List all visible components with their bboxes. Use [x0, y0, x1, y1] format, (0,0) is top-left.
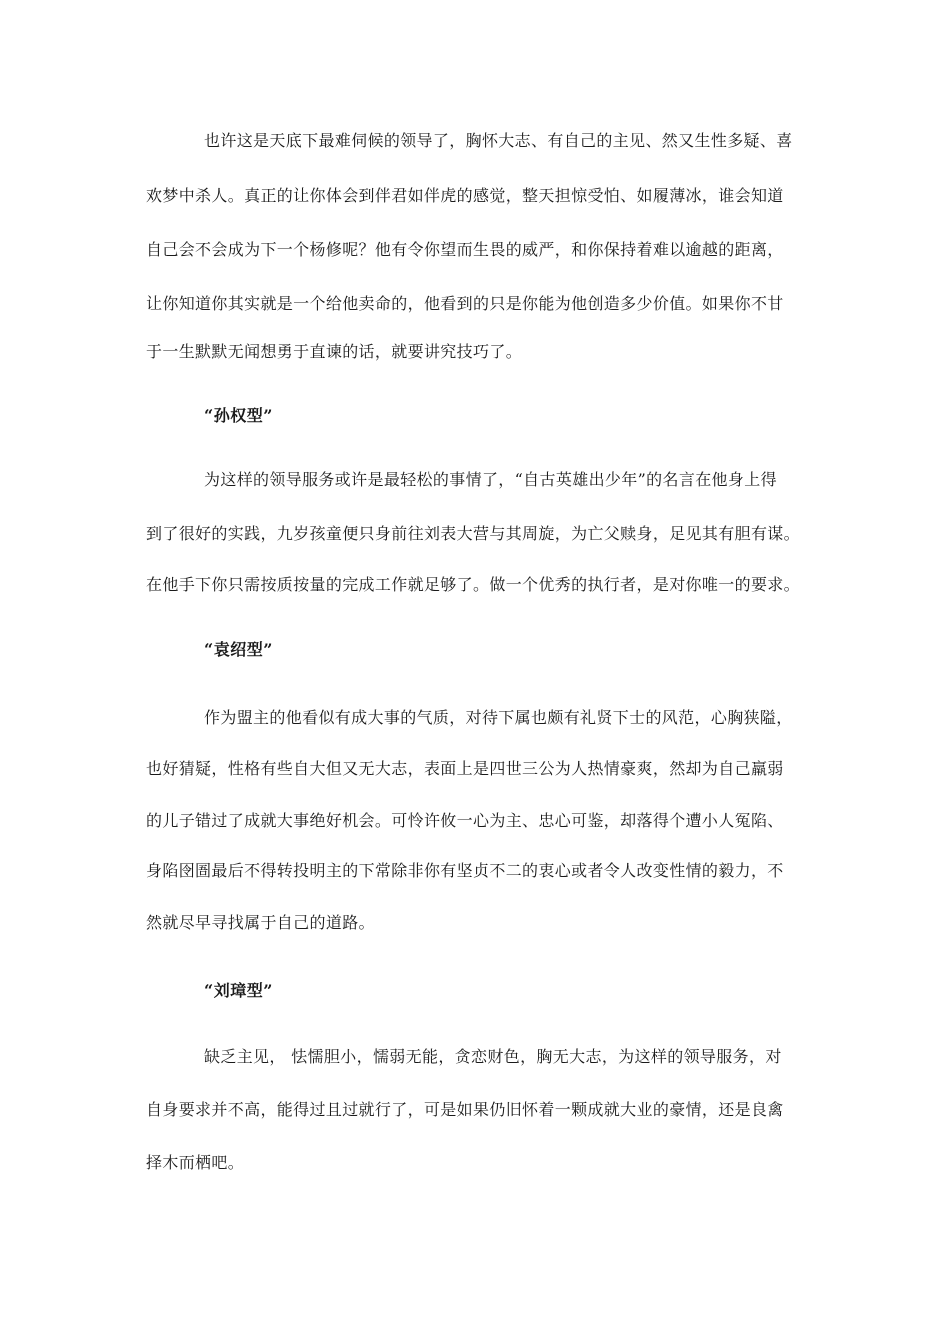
- liuzhang-line-3: 择木而栖吧。: [146, 1153, 245, 1172]
- yuanshao-line-1: 作为盟主的他看似有成大事的气质，对待下属也颇有礼贤下士的风范，心胸狭隘，: [204, 708, 793, 727]
- sunquan-line-3: 在他手下你只需按质按量的完成工作就足够了。做一个优秀的执行者，是对你唯一的要求。: [146, 575, 801, 594]
- intro-line-2: 欢梦中杀人。真正的让你体会到伴君如伴虎的感觉，整天担惊受怕、如履薄冰，谁会知道: [146, 186, 784, 205]
- liuzhang-line-1: 缺乏主见， 怯懦胆小，懦弱无能，贪恋财色，胸无大志，为这样的领导服务，对: [204, 1047, 782, 1066]
- yuanshao-line-3: 的儿子错过了成就大事绝好机会。可怜许攸一心为主、忠心可鉴，却落得个遭小人冤陷、: [146, 811, 784, 830]
- sunquan-line-1: 为这样的领导服务或许是最轻松的事情了，“自古英雄出少年”的名言在他身上得: [204, 470, 777, 489]
- intro-line-1: 也许这是天底下最难伺候的领导了，胸怀大志、有自己的主见、然又生性多疑、喜: [204, 131, 793, 150]
- section-heading-sunquan: “孙权型”: [204, 406, 273, 425]
- yuanshao-line-2: 也好猜疑，性格有些自大但又无大志，表面上是四世三公为人热情豪爽，然却为自己羸弱: [146, 759, 784, 778]
- yuanshao-line-5: 然就尽早寻找属于自己的道路。: [146, 913, 375, 932]
- sunquan-line-2: 到了很好的实践，九岁孩童便只身前往刘表大营与其周旋，为亡父赎身，足见其有胆有谋。: [146, 524, 801, 543]
- yuanshao-line-4: 身陷囹圄最后不得转投明主的下常除非你有坚贞不二的衷心或者令人改变性情的毅力，不: [146, 861, 784, 880]
- section-heading-liuzhang: “刘璋型”: [204, 981, 273, 1000]
- intro-line-4: 让你知道你其实就是一个给他卖命的，他看到的只是你能为他创造多少价值。如果你不甘: [146, 294, 784, 313]
- liuzhang-line-2: 自身要求并不高，能得过且过就行了，可是如果仍旧怀着一颗成就大业的豪情，还是良禽: [146, 1100, 784, 1119]
- intro-line-5: 于一生默默无闻想勇于直谏的话，就要讲究技巧了。: [146, 342, 523, 361]
- section-heading-yuanshao: “袁绍型”: [204, 640, 273, 659]
- intro-line-3: 自己会不会成为下一个杨修呢？他有令你望而生畏的威严，和你保持着难以逾越的距离，: [146, 240, 784, 259]
